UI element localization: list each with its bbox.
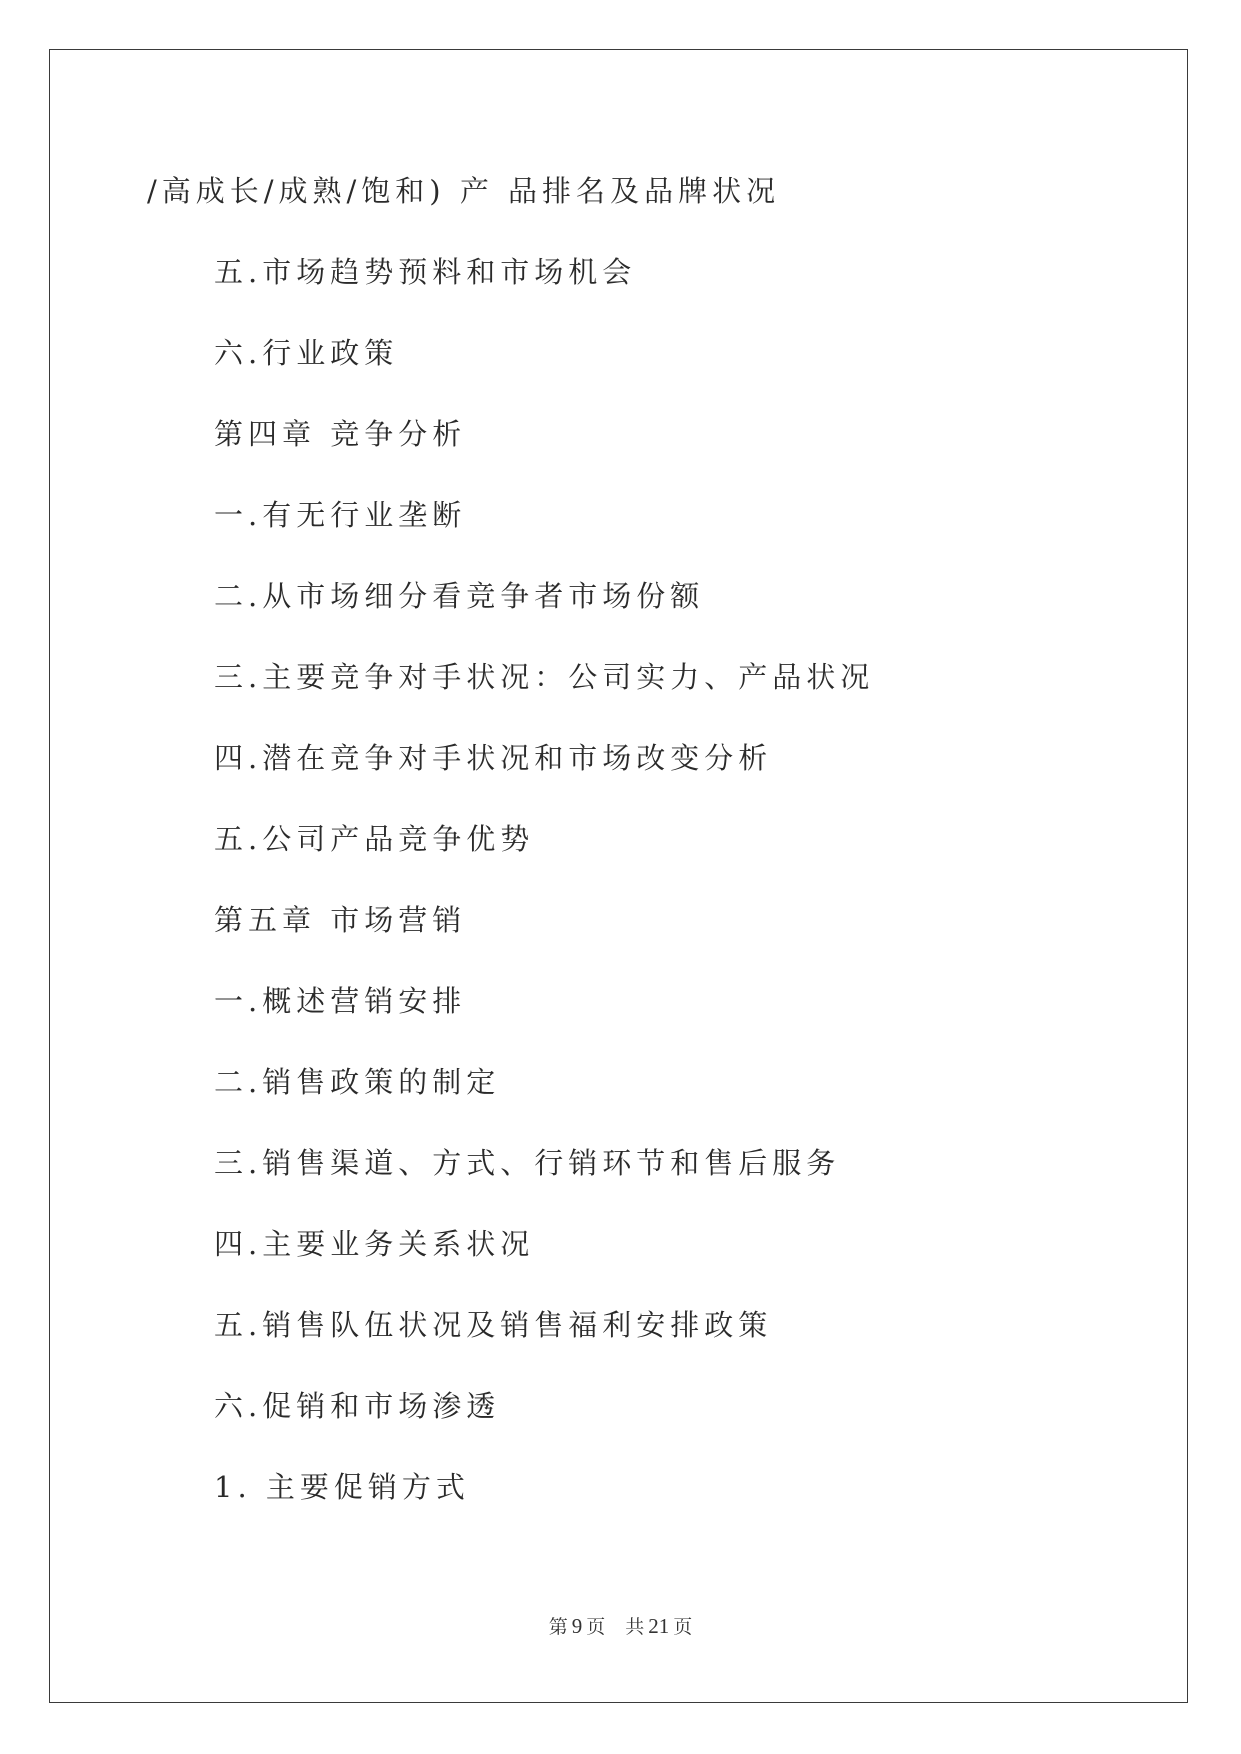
total-pages: 21 — [648, 1614, 670, 1638]
page-number: 9 — [571, 1614, 583, 1638]
total-suffix: 页 — [673, 1617, 693, 1638]
text-line-section: 五.销售队伍状况及销售福利安排政策 — [214, 1308, 773, 1342]
text-line-section: 六.促销和市场渗透 — [214, 1389, 501, 1423]
text-line-continuation: /高成长/成熟/饱和) 产 品排名及品牌状况 — [147, 174, 781, 208]
text-line-section: 三.销售渠道、方式、行销环节和售后服务 — [214, 1146, 841, 1180]
text-line-section: 一.概述营销安排 — [214, 984, 467, 1018]
page-footer — [0, 1612, 1241, 1639]
text-line-section: 五.市场趋势预料和市场机会 — [214, 255, 637, 289]
text-line-section: 五.公司产品竞争优势 — [214, 822, 535, 856]
chapter-heading: 第四章 竞争分析 — [214, 417, 467, 451]
page-suffix: 页 — [586, 1617, 606, 1638]
text-line-section: 二.销售政策的制定 — [214, 1065, 501, 1099]
text-line-subsection: 1. 主要促销方式 — [214, 1470, 470, 1504]
text-line-section: 一.有无行业垄断 — [214, 498, 467, 532]
page-border — [49, 49, 1188, 1703]
text-line-section: 三.主要竞争对手状况：公司实力、产品状况 — [214, 660, 875, 694]
page-prefix: 第 — [548, 1617, 568, 1638]
chapter-heading: 第五章 市场营销 — [214, 903, 467, 937]
total-prefix: 共 — [625, 1617, 645, 1638]
text-line-section: 二.从市场细分看竞争者市场份额 — [214, 579, 705, 613]
text-line-section: 六.行业政策 — [214, 336, 399, 370]
text-line-section: 四.主要业务关系状况 — [214, 1227, 535, 1261]
text-line-section: 四.潜在竞争对手状况和市场改变分析 — [214, 741, 773, 775]
